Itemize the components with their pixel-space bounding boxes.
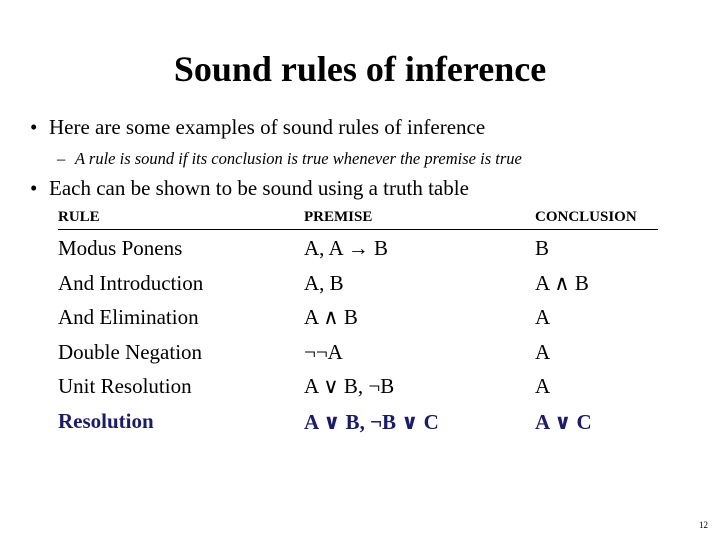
header-conclusion: CONCLUSION: [535, 209, 637, 225]
table-row: [58, 340, 678, 375]
bullet-1: [30, 115, 485, 140]
sub-bullet-text: A rule is sound if its conclusion is true whenever the premise is true: [75, 149, 522, 168]
rule-cell: Double Negation: [58, 339, 203, 364]
premise-cell: A, A → B: [304, 236, 389, 260]
rule-cell: And Elimination: [58, 305, 199, 329]
rule-cell: And Introduction: [58, 270, 204, 295]
bullet-1-text: Here are some examples of sound rules of inference: [49, 115, 486, 139]
bullet-2-text: Each can be shown to be sound using a truth table: [49, 176, 469, 200]
sub-bullet: [57, 149, 522, 169]
rule-cell: Unit Resolution: [58, 374, 192, 398]
conclusion-cell: A: [535, 374, 551, 398]
rule-cell: Modus Ponens: [58, 236, 183, 260]
conclusion-cell: A ∨ C: [535, 409, 592, 434]
slide-title: Sound rules of inference: [173, 49, 547, 89]
table-body: [58, 236, 678, 443]
table-header: [58, 209, 658, 230]
page-number: 12: [699, 520, 708, 530]
table-row: [58, 305, 678, 340]
conclusion-cell: B: [535, 236, 550, 260]
header-premise: PREMISE: [304, 209, 373, 225]
bullet-dot: •: [30, 176, 38, 200]
table-row-highlighted: [58, 409, 678, 444]
table-row: [58, 236, 678, 271]
sub-bullet-dash: –: [57, 149, 66, 168]
premise-cell: A ∨ B, ¬B ∨ C: [304, 409, 439, 434]
conclusion-cell: A: [535, 305, 551, 329]
conclusion-cell: A ∧ B: [535, 270, 589, 295]
premise-cell: A ∨ B, ¬B: [304, 374, 395, 398]
table-row: [58, 271, 678, 306]
bullet-2: [30, 176, 469, 201]
rule-cell: Resolution: [58, 408, 154, 433]
conclusion-cell: A: [535, 339, 551, 364]
bullet-dot: •: [30, 115, 38, 139]
premise-cell: A, B: [304, 270, 344, 295]
header-rule: RULE: [58, 209, 100, 225]
table-row: [58, 374, 678, 409]
premise-cell: A ∧ B: [304, 305, 358, 329]
premise-cell: ¬¬A: [304, 339, 343, 364]
